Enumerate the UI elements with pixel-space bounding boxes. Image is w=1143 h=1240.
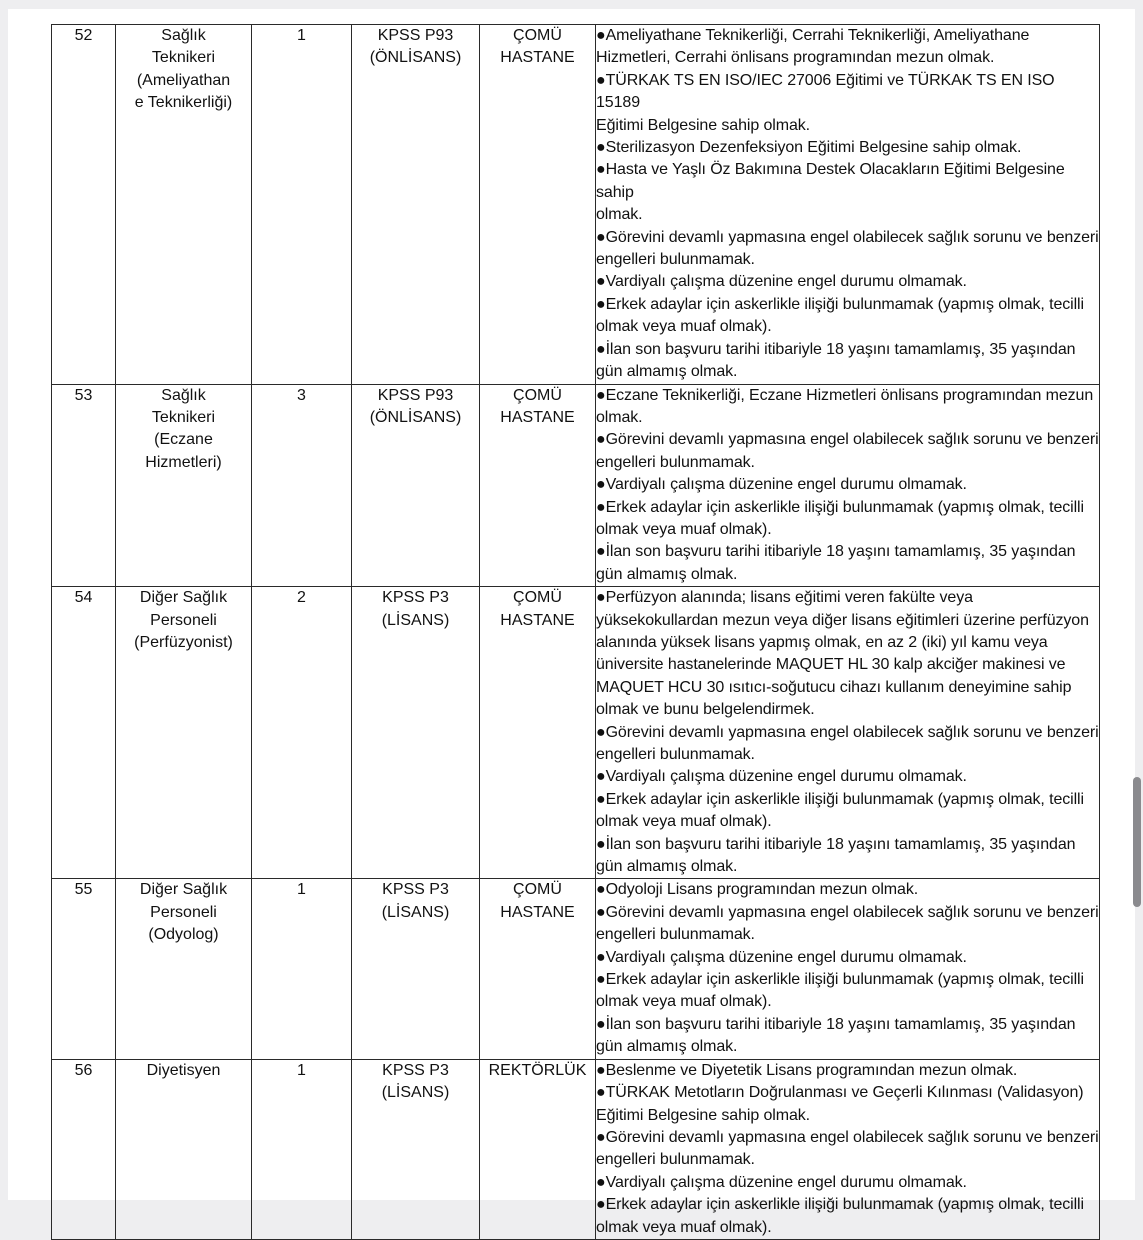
requirement-line: gün almamış olmak. [596, 858, 738, 876]
position-title-cell [116, 384, 252, 587]
position-title-line: e Teknikerliği) [134, 94, 233, 112]
requirement-line: Hizmetleri, Cerrahi önlisans programından mezun olmak. [596, 49, 995, 67]
requirements-cell [596, 587, 1100, 879]
requirement-line: ●Görevini devamlı yapmasına engel olabilecek sağlık sorunu ve benzeri [596, 431, 1099, 449]
table-row [52, 25, 1100, 385]
position-title-line: Diyetisyen [146, 1061, 221, 1079]
unit-line: ÇOMÜ [513, 27, 562, 44]
unit-line: ÇOMÜ [513, 881, 562, 899]
unit-line: ÇOMÜ [513, 589, 562, 607]
requirement-line: olmak veya muaf olmak). [596, 318, 772, 336]
unit-cell [480, 25, 596, 385]
requirement-line: engelleri bulunmamak. [596, 926, 755, 944]
requirement-line: engelleri bulunmamak. [596, 1151, 755, 1169]
kpss-type-line: KPSS P93 [377, 27, 454, 44]
vertical-scrollbar[interactable] [1133, 777, 1141, 907]
requirement-line: ●Vardiyalı çalışma düzenine engel durumu olmamak. [596, 948, 967, 966]
requirement-line: engelleri bulunmamak. [596, 746, 755, 763]
requirement-line: Eğitimi Belgesine sahip olmak. [596, 116, 810, 134]
table-row [52, 879, 1100, 1059]
unit-cell [480, 384, 596, 587]
unit-line: REKTÖRLÜK [488, 1061, 587, 1079]
requirement-line: ●Sterilizasyon Dezenfeksiyon Eğitimi Belgesine sahip olmak. [596, 139, 1022, 157]
kpss-type-line: KPSS P3 [382, 589, 449, 607]
requirement-line: ●İlan son başvuru tarihi itibariyle 18 yaşını tamamlamış, 35 yaşından [596, 835, 1076, 853]
position-title-line: Teknikeri [151, 408, 216, 426]
position-title-line: (Perfüzyonist) [134, 633, 233, 651]
requirements-cell [596, 879, 1100, 1059]
requirement-line: ●TÜRKAK Metotların Doğrulanması ve Geçerli Kılınması (Validasyon) [596, 1084, 1084, 1102]
unit-line: HASTANE [500, 408, 575, 426]
unit-line: ÇOMÜ [513, 386, 562, 404]
table-row [52, 587, 1100, 879]
table-row [52, 1059, 1100, 1239]
requirements-cell [596, 25, 1100, 385]
requirement-line: olmak. [596, 206, 643, 224]
requirement-line: engelleri bulunmamak. [596, 453, 755, 471]
positions-table [51, 24, 1100, 1240]
kpss-type-line: (ÖNLİSANS) [369, 49, 462, 67]
requirement-line: ●Erkek adaylar için askerlikle ilişiği bulunmamak (yapmış olmak, tecilli [596, 498, 1084, 516]
unit-cell [480, 587, 596, 879]
requirement-line: ●Erkek adaylar için askerlikle ilişiği bulunmamak (yapmış olmak, tecilli [596, 790, 1084, 808]
row-number-cell: 52 [52, 25, 116, 385]
requirement-line: engelleri bulunmamak. [596, 251, 755, 269]
position-title-line: Hizmetleri) [145, 453, 222, 471]
requirement-line: ●Erkek adaylar için askerlikle ilişiği bulunmamak (yapmış olmak, tecilli [596, 971, 1084, 989]
kpss-type-line: (LİSANS) [381, 903, 450, 921]
position-title-cell [116, 879, 252, 1059]
position-title-cell [116, 587, 252, 879]
requirement-line: ●İlan son başvuru tarihi itibariyle 18 yaşını tamamlamış, 35 yaşından [596, 1015, 1076, 1033]
unit-line: HASTANE [500, 49, 575, 67]
position-title-line: Sağlık [161, 386, 206, 404]
unit-cell [480, 879, 596, 1059]
requirement-line: ●Erkek adaylar için askerlikle ilişiği bulunmamak (yapmış olmak, tecilli [596, 295, 1084, 313]
requirement-line: MAQUET HCU 30 ısıtıcı-soğutucu cihazı kullanım deneyimine sahip [596, 678, 1072, 696]
kpss-type-cell [352, 587, 480, 879]
requirement-line: ●Görevini devamlı yapmasına engel olabilecek sağlık sorunu ve benzeri [596, 723, 1099, 741]
position-title-line: Sağlık [161, 27, 206, 44]
position-title-cell [116, 1059, 252, 1239]
row-number-cell: 53 [52, 384, 116, 587]
position-count-cell: 2 [252, 587, 352, 879]
requirement-line: ●Hasta ve Yaşlı Öz Bakımına Destek Olacakların Eğitimi Belgesine sahip [596, 161, 1065, 201]
requirement-line: ●Ameliyathane Teknikerliği, Cerrahi Teknikerliği, Ameliyathane [596, 27, 1030, 44]
kpss-type-cell [352, 25, 480, 385]
requirement-line: ●İlan son başvuru tarihi itibariyle 18 yaşını tamamlamış, 35 yaşından [596, 543, 1076, 561]
kpss-type-cell [352, 879, 480, 1059]
position-title-line: (Odyolog) [148, 926, 219, 944]
position-count-cell: 1 [252, 879, 352, 1059]
row-number-cell: 54 [52, 587, 116, 879]
requirement-line: olmak veya muaf olmak). [596, 520, 772, 538]
requirement-line: yüksekokullardan mezun veya diğer lisans eğitimleri üzerine perfüzyon [596, 611, 1089, 629]
requirement-line: ●İlan son başvuru tarihi itibariyle 18 yaşını tamamlamış, 35 yaşından [596, 340, 1076, 358]
position-title-line: Diğer Sağlık [139, 881, 228, 899]
kpss-type-line: KPSS P3 [382, 881, 449, 899]
position-count-cell: 1 [252, 25, 352, 385]
requirement-line: ●TÜRKAK TS EN ISO/IEC 27006 Eğitimi ve TÜRKAK TS EN ISO 15189 [596, 71, 1055, 112]
requirements-cell [596, 1059, 1100, 1239]
requirements-cell [596, 384, 1100, 587]
requirement-line: ●Görevini devamlı yapmasına engel olabilecek sağlık sorunu ve benzeri [596, 1128, 1099, 1146]
requirement-line: ●Vardiyalı çalışma düzenine engel durumu olmamak. [596, 273, 967, 291]
requirement-line: ●Görevini devamlı yapmasına engel olabilecek sağlık sorunu ve benzeri [596, 903, 1099, 921]
kpss-type-line: KPSS P93 [377, 386, 454, 404]
position-count-cell: 3 [252, 384, 352, 587]
requirement-line: gün almamış olmak. [596, 565, 738, 583]
unit-line: HASTANE [500, 903, 575, 921]
position-title-line: Personeli [150, 611, 217, 629]
kpss-type-line: (LİSANS) [381, 611, 450, 629]
requirement-line: gün almamış olmak. [596, 363, 738, 381]
kpss-type-line: (ÖNLİSANS) [369, 408, 462, 426]
requirement-line: ●Vardiyalı çalışma düzenine engel durumu olmamak. [596, 768, 967, 786]
requirement-line: ●Beslenme ve Diyetetik Lisans programından mezun olmak. [596, 1061, 1018, 1079]
kpss-type-cell [352, 384, 480, 587]
position-title-line: (Ameliyathan [136, 71, 231, 89]
unit-line: HASTANE [500, 611, 575, 629]
kpss-type-cell [352, 1059, 480, 1239]
requirement-line: ●Odyoloji Lisans programından mezun olmak. [596, 881, 919, 899]
requirement-line: olmak veya muaf olmak). [596, 993, 772, 1011]
table-row [52, 384, 1100, 587]
requirement-line: olmak ve bunu belgelendirmek. [596, 701, 815, 719]
requirement-line: gün almamış olmak. [596, 1038, 738, 1056]
position-title-line: Teknikeri [151, 49, 216, 67]
kpss-type-line: (LİSANS) [381, 1084, 450, 1102]
kpss-type-line: KPSS P3 [382, 1061, 449, 1079]
requirement-line: alanında yüksek lisans yapmış olmak, en az 2 (iki) yıl kamu veya [596, 633, 1048, 651]
requirement-line: olmak. [596, 408, 643, 426]
row-number-cell: 55 [52, 879, 116, 1059]
position-count-cell: 1 [252, 1059, 352, 1239]
requirement-line: ●Vardiyalı çalışma düzenine engel durumu olmamak. [596, 1173, 967, 1191]
requirement-line: ●Erkek adaylar için askerlikle ilişiği bulunmamak (yapmış olmak, tecilli [596, 1196, 1084, 1214]
position-title-line: (Eczane [154, 431, 213, 449]
position-title-line: Diğer Sağlık [139, 589, 228, 607]
requirement-line: ●Görevini devamlı yapmasına engel olabilecek sağlık sorunu ve benzeri [596, 228, 1099, 246]
requirement-line: ●Vardiyalı çalışma düzenine engel durumu olmamak. [596, 476, 967, 494]
requirement-line: üniversite hastanelerinde MAQUET HL 30 kalp akciğer makinesi ve [596, 656, 1066, 674]
row-number-cell: 56 [52, 1059, 116, 1239]
unit-cell [480, 1059, 596, 1239]
position-title-cell [116, 25, 252, 385]
document-page [8, 9, 1135, 1236]
requirement-line: Eğitimi Belgesine sahip olmak. [596, 1106, 810, 1124]
requirement-line: ●Perfüzyon alanında; lisans eğitimi veren fakülte veya [596, 589, 973, 607]
requirement-line: olmak veya muaf olmak). [596, 1218, 772, 1236]
position-title-line: Personeli [150, 903, 217, 921]
requirement-line: ●Eczane Teknikerliği, Eczane Hizmetleri önlisans programından mezun [596, 386, 1094, 404]
requirement-line: olmak veya muaf olmak). [596, 813, 772, 831]
